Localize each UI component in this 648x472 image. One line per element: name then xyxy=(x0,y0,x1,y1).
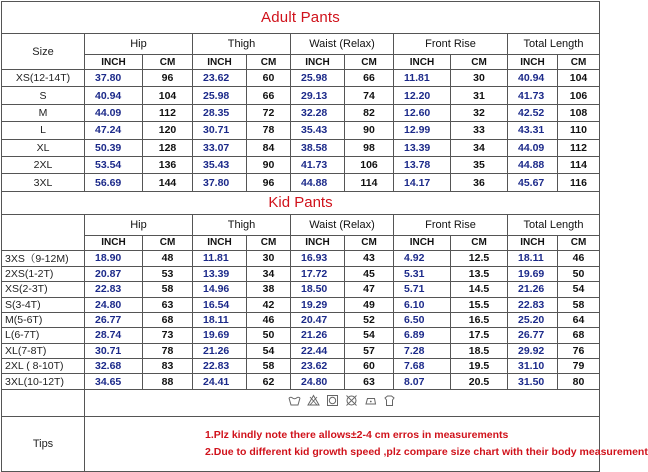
cm-value: 63 xyxy=(143,297,193,312)
cm-value: 114 xyxy=(558,156,600,173)
cm-value: 90 xyxy=(345,122,394,139)
unit-inch-header: INCH xyxy=(508,235,558,250)
cm-value: 58 xyxy=(558,297,600,312)
cm-value: 52 xyxy=(345,312,394,327)
adult-hip-header: Hip xyxy=(85,34,193,55)
care-icons-row xyxy=(2,389,600,416)
cm-value: 64 xyxy=(558,312,600,327)
inch-value: 26.77 xyxy=(85,312,143,327)
inch-value: 28.74 xyxy=(85,328,143,343)
cm-value: 144 xyxy=(143,174,193,191)
inch-value: 44.88 xyxy=(291,174,345,191)
unit-cm-header: CM xyxy=(247,55,291,70)
cm-value: 90 xyxy=(247,156,291,173)
inch-value: 24.80 xyxy=(85,297,143,312)
tip-line: 2.Due to different kid growth speed ,plz compare size chart with their body measurement xyxy=(205,445,648,458)
unit-cm-header: CM xyxy=(345,235,394,250)
inch-value: 6.89 xyxy=(394,328,451,343)
size-column-header: Size xyxy=(2,34,85,70)
cm-value: 104 xyxy=(558,70,600,87)
inch-value: 37.80 xyxy=(85,70,143,87)
inch-value: 34.65 xyxy=(85,374,143,389)
kid-hip-header: Hip xyxy=(85,214,193,235)
inch-value: 18.50 xyxy=(291,282,345,297)
cm-value: 13.5 xyxy=(451,266,508,281)
wash-30-icon xyxy=(288,394,301,407)
unit-cm-header: CM xyxy=(345,55,394,70)
inch-value: 14.96 xyxy=(193,282,247,297)
inch-value: 6.50 xyxy=(394,312,451,327)
inch-value: 16.54 xyxy=(193,297,247,312)
inch-value: 53.54 xyxy=(85,156,143,173)
inch-value: 44.09 xyxy=(508,139,558,156)
size-cell: 3XS（9-12M) xyxy=(2,250,85,266)
inch-value: 26.77 xyxy=(508,328,558,343)
inch-value: 24.41 xyxy=(193,374,247,389)
inch-value: 20.47 xyxy=(291,312,345,327)
inch-value: 19.29 xyxy=(291,297,345,312)
unit-inch-header: INCH xyxy=(394,235,451,250)
cm-value: 104 xyxy=(143,87,193,104)
inch-value: 18.11 xyxy=(193,312,247,327)
table-row xyxy=(2,156,600,173)
size-cell: L(6-7T) xyxy=(2,328,85,343)
inch-value: 7.28 xyxy=(394,343,451,358)
unit-cm-header: CM xyxy=(143,235,193,250)
cm-value: 96 xyxy=(143,70,193,87)
table-row xyxy=(2,70,600,87)
inch-value: 42.52 xyxy=(508,104,558,121)
cm-value: 53 xyxy=(143,266,193,281)
inch-value: 35.43 xyxy=(193,156,247,173)
care-icons-label-cell xyxy=(2,389,85,416)
inch-value: 22.83 xyxy=(508,297,558,312)
tip-line: 1.Plz kindly note there allows±2-4 cm erros in measurements xyxy=(205,428,509,441)
inch-value: 7.68 xyxy=(394,359,451,374)
cm-value: 58 xyxy=(247,359,291,374)
inch-value: 35.43 xyxy=(291,122,345,139)
table-row xyxy=(2,343,600,358)
care-icons-cell xyxy=(85,389,600,416)
table-row xyxy=(2,328,600,343)
table-row xyxy=(2,282,600,297)
cm-value: 16.5 xyxy=(451,312,508,327)
cm-value: 63 xyxy=(345,374,394,389)
unit-cm-header: CM xyxy=(558,235,600,250)
hang-dry-icon xyxy=(383,394,396,407)
size-cell: 3XL xyxy=(2,174,85,191)
cm-value: 30 xyxy=(247,250,291,266)
cm-value: 78 xyxy=(143,343,193,358)
inch-value: 44.88 xyxy=(508,156,558,173)
cm-value: 47 xyxy=(345,282,394,297)
inch-value: 20.87 xyxy=(85,266,143,281)
size-cell: XS(2-3T) xyxy=(2,282,85,297)
inch-value: 12.20 xyxy=(394,87,451,104)
inch-value: 23.62 xyxy=(291,359,345,374)
cm-value: 66 xyxy=(345,70,394,87)
bleach-icon xyxy=(307,394,320,407)
inch-value: 21.26 xyxy=(291,328,345,343)
table-row xyxy=(2,87,600,104)
no-dry-clean-icon xyxy=(345,394,358,407)
inch-value: 28.35 xyxy=(193,104,247,121)
inch-value: 4.92 xyxy=(394,250,451,266)
kid-group-header xyxy=(2,214,600,235)
inch-value: 30.71 xyxy=(85,343,143,358)
cm-value: 106 xyxy=(345,156,394,173)
inch-value: 19.69 xyxy=(508,266,558,281)
cm-value: 19.5 xyxy=(451,359,508,374)
cm-value: 17.5 xyxy=(451,328,508,343)
size-cell: S xyxy=(2,87,85,104)
cm-value: 43 xyxy=(345,250,394,266)
size-chart xyxy=(1,1,648,458)
cm-value: 33 xyxy=(451,122,508,139)
inch-value: 17.72 xyxy=(291,266,345,281)
adult-pants-title: Adult Pants xyxy=(2,2,600,34)
inch-value: 22.83 xyxy=(85,282,143,297)
cm-value: 54 xyxy=(247,343,291,358)
unit-cm-header: CM xyxy=(451,55,508,70)
inch-value: 13.78 xyxy=(394,156,451,173)
size-cell: L xyxy=(2,122,85,139)
inch-value: 8.07 xyxy=(394,374,451,389)
inch-value: 19.69 xyxy=(193,328,247,343)
kid-unit-header xyxy=(2,235,600,250)
inch-value: 38.58 xyxy=(291,139,345,156)
unit-cm-header: CM xyxy=(247,235,291,250)
cm-value: 31 xyxy=(451,87,508,104)
inch-value: 24.80 xyxy=(291,374,345,389)
cm-value: 96 xyxy=(247,174,291,191)
cm-value: 114 xyxy=(345,174,394,191)
cm-value: 84 xyxy=(247,139,291,156)
inch-value: 21.26 xyxy=(193,343,247,358)
table-row xyxy=(2,359,600,374)
inch-value: 14.17 xyxy=(394,174,451,191)
inch-value: 45.67 xyxy=(508,174,558,191)
inch-value: 37.80 xyxy=(193,174,247,191)
size-cell: M(5-6T) xyxy=(2,312,85,327)
cm-value: 36 xyxy=(451,174,508,191)
cm-value: 72 xyxy=(247,104,291,121)
cm-value: 88 xyxy=(143,374,193,389)
size-cell: 3XL(10-12T) xyxy=(2,374,85,389)
kid-total-length-header: Total Length xyxy=(508,214,600,235)
cm-value: 54 xyxy=(558,282,600,297)
cm-value: 32 xyxy=(451,104,508,121)
cm-value: 45 xyxy=(345,266,394,281)
size-cell: 2XS(1-2T) xyxy=(2,266,85,281)
inch-value: 31.10 xyxy=(508,359,558,374)
inch-value: 23.62 xyxy=(193,70,247,87)
inch-value: 11.81 xyxy=(394,70,451,87)
adult-thigh-header: Thigh xyxy=(193,34,291,55)
kid-size-header-blank xyxy=(2,214,85,250)
cm-value: 128 xyxy=(143,139,193,156)
inch-value: 18.90 xyxy=(85,250,143,266)
inch-value: 41.73 xyxy=(291,156,345,173)
cm-value: 38 xyxy=(247,282,291,297)
inch-value: 33.07 xyxy=(193,139,247,156)
tumble-dry-icon xyxy=(326,394,339,407)
cm-value: 48 xyxy=(143,250,193,266)
inch-value: 12.60 xyxy=(394,104,451,121)
size-cell: M xyxy=(2,104,85,121)
inch-value: 30.71 xyxy=(193,122,247,139)
inch-value: 47.24 xyxy=(85,122,143,139)
cm-value: 34 xyxy=(247,266,291,281)
inch-value: 25.98 xyxy=(291,70,345,87)
cm-value: 58 xyxy=(143,282,193,297)
cm-value: 54 xyxy=(345,328,394,343)
inch-value: 43.31 xyxy=(508,122,558,139)
cm-value: 78 xyxy=(247,122,291,139)
table-row xyxy=(2,139,600,156)
table-row xyxy=(2,250,600,266)
inch-value: 29.92 xyxy=(508,343,558,358)
inch-value: 40.94 xyxy=(508,70,558,87)
table-row xyxy=(2,266,600,281)
cm-value: 46 xyxy=(558,250,600,266)
cm-value: 46 xyxy=(247,312,291,327)
inch-value: 40.94 xyxy=(85,87,143,104)
inch-value: 25.98 xyxy=(193,87,247,104)
adult-total-length-header: Total Length xyxy=(508,34,600,55)
cm-value: 112 xyxy=(143,104,193,121)
cm-value: 50 xyxy=(247,328,291,343)
adult-group-header xyxy=(2,34,600,55)
cm-value: 68 xyxy=(558,328,600,343)
unit-inch-header: INCH xyxy=(85,235,143,250)
size-cell: XS(12-14T) xyxy=(2,70,85,87)
cm-value: 80 xyxy=(558,374,600,389)
inch-value: 18.11 xyxy=(508,250,558,266)
cm-value: 57 xyxy=(345,343,394,358)
cm-value: 49 xyxy=(345,297,394,312)
inch-value: 25.20 xyxy=(508,312,558,327)
size-cell: XL(7-8T) xyxy=(2,343,85,358)
cm-value: 82 xyxy=(345,104,394,121)
inch-value: 6.10 xyxy=(394,297,451,312)
unit-inch-header: INCH xyxy=(193,235,247,250)
inch-value: 13.39 xyxy=(193,266,247,281)
tips-content xyxy=(85,416,648,471)
size-cell: 2XL ( 8-10T) xyxy=(2,359,85,374)
unit-inch-header: INCH xyxy=(508,55,558,70)
cm-value: 74 xyxy=(345,87,394,104)
cm-value: 35 xyxy=(451,156,508,173)
kid-waist-header: Waist (Relax) xyxy=(291,214,394,235)
adult-front-rise-header: Front Rise xyxy=(394,34,508,55)
cm-value: 112 xyxy=(558,139,600,156)
inch-value: 22.44 xyxy=(291,343,345,358)
table-row xyxy=(2,297,600,312)
cm-value: 18.5 xyxy=(451,343,508,358)
table-row xyxy=(2,374,600,389)
size-cell: 2XL xyxy=(2,156,85,173)
cm-value: 15.5 xyxy=(451,297,508,312)
cm-value: 60 xyxy=(247,70,291,87)
table-row xyxy=(2,122,600,139)
cm-value: 83 xyxy=(143,359,193,374)
cm-value: 136 xyxy=(143,156,193,173)
inch-value: 11.81 xyxy=(193,250,247,266)
adult-title-row xyxy=(2,2,600,34)
inch-value: 41.73 xyxy=(508,87,558,104)
cm-value: 110 xyxy=(558,122,600,139)
iron-icon xyxy=(364,394,377,407)
inch-value: 5.71 xyxy=(394,282,451,297)
cm-value: 42 xyxy=(247,297,291,312)
cm-value: 98 xyxy=(345,139,394,156)
cm-value: 62 xyxy=(247,374,291,389)
unit-inch-header: INCH xyxy=(291,55,345,70)
inch-value: 50.39 xyxy=(85,139,143,156)
adult-unit-header xyxy=(2,55,600,70)
inch-value: 29.13 xyxy=(291,87,345,104)
kid-title-row xyxy=(2,191,600,214)
cm-value: 66 xyxy=(247,87,291,104)
size-cell: S(3-4T) xyxy=(2,297,85,312)
kid-thigh-header: Thigh xyxy=(193,214,291,235)
cm-value: 60 xyxy=(345,359,394,374)
cm-value: 120 xyxy=(143,122,193,139)
cm-value: 14.5 xyxy=(451,282,508,297)
unit-cm-header: CM xyxy=(143,55,193,70)
cm-value: 106 xyxy=(558,87,600,104)
cm-value: 50 xyxy=(558,266,600,281)
cm-value: 79 xyxy=(558,359,600,374)
cm-value: 68 xyxy=(143,312,193,327)
inch-value: 5.31 xyxy=(394,266,451,281)
inch-value: 21.26 xyxy=(508,282,558,297)
adult-waist-header: Waist (Relax) xyxy=(291,34,394,55)
cm-value: 108 xyxy=(558,104,600,121)
unit-cm-header: CM xyxy=(451,235,508,250)
inch-value: 16.93 xyxy=(291,250,345,266)
cm-value: 76 xyxy=(558,343,600,358)
unit-inch-header: INCH xyxy=(394,55,451,70)
cm-value: 73 xyxy=(143,328,193,343)
inch-value: 22.83 xyxy=(193,359,247,374)
inch-value: 13.39 xyxy=(394,139,451,156)
table-row xyxy=(2,312,600,327)
cm-value: 20.5 xyxy=(451,374,508,389)
tips-row xyxy=(2,416,600,471)
unit-cm-header: CM xyxy=(558,55,600,70)
cm-value: 12.5 xyxy=(451,250,508,266)
inch-value: 56.69 xyxy=(85,174,143,191)
inch-value: 32.68 xyxy=(85,359,143,374)
unit-inch-header: INCH xyxy=(291,235,345,250)
cm-value: 34 xyxy=(451,139,508,156)
inch-value: 32.28 xyxy=(291,104,345,121)
size-cell: XL xyxy=(2,139,85,156)
inch-value: 44.09 xyxy=(85,104,143,121)
kid-pants-title: Kid Pants xyxy=(2,191,600,214)
unit-inch-header: INCH xyxy=(85,55,143,70)
inch-value: 31.50 xyxy=(508,374,558,389)
inch-value: 12.99 xyxy=(394,122,451,139)
unit-inch-header: INCH xyxy=(193,55,247,70)
cm-value: 30 xyxy=(451,70,508,87)
table-row xyxy=(2,174,600,191)
cm-value: 116 xyxy=(558,174,600,191)
tips-label: Tips xyxy=(2,416,85,471)
size-chart-table xyxy=(1,1,648,472)
table-row xyxy=(2,104,600,121)
kid-front-rise-header: Front Rise xyxy=(394,214,508,235)
